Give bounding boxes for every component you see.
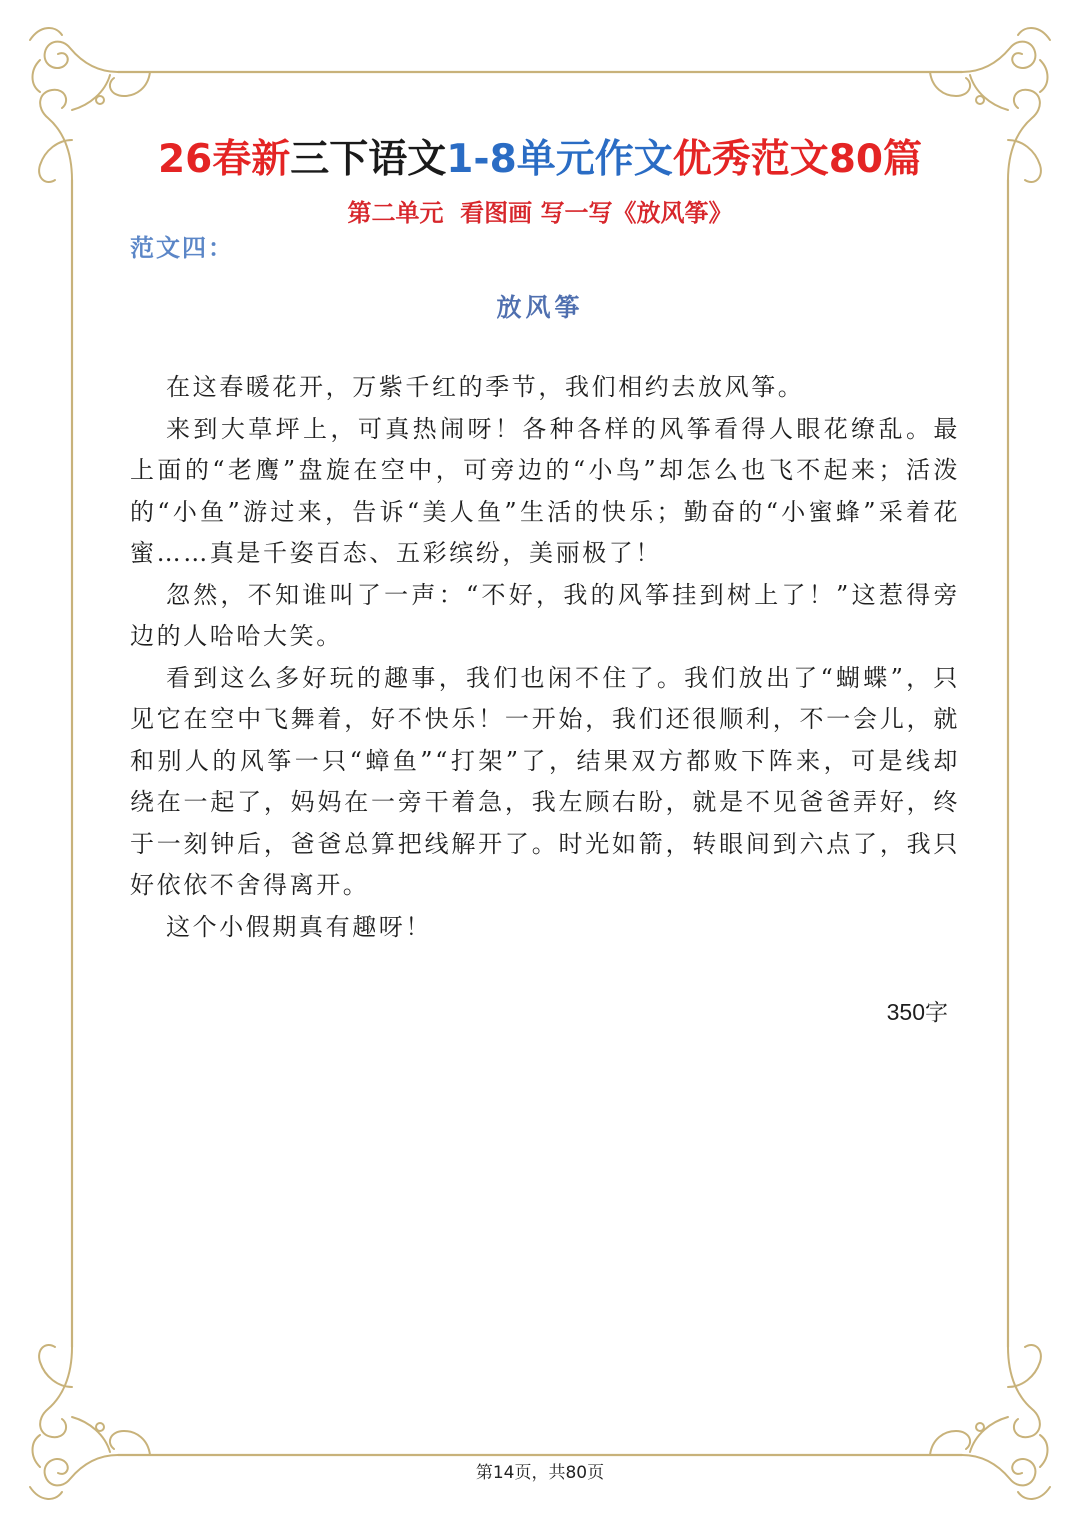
essay-paragraph: 这个小假期真有趣呀！	[166, 912, 432, 941]
essay-paragraph: 看到这么多好玩的趣事，我们也闲不住了。我们放出了“蝴蝶”，只见它在空中飞舞着，好不快乐！一开始，我们还很顺利，不一会儿，就和别人的风筝一只“蟑鱼”“打架”了，结果双方都败下阵来，可是线却绕在一起了，妈妈在一旁干着急，我左顾右盼，就是不见爸爸弄好，终于一刻钟后，爸爸总算把线解开了。时光如箭，转眼间到六点了，我只好依依不舍得离开。	[130, 663, 960, 899]
essay-paragraph: 来到大草坪上，可真热闹呀！各种各样的风筝看得人眼花缭乱。最上面的“老鹰”盘旋在空中，可旁边的“小鸟”却怎么也飞不起来；活泼的“小鱼”游过来，告诉“美人鱼”生活的快乐；勤奋的“小蜜蜂”采着花蜜……真是千姿百态、五彩缤纷，美丽极了！	[130, 414, 960, 567]
document-title	[0, 128, 1080, 184]
essay-body	[130, 367, 960, 948]
title-part-4: 优秀范文80篇	[672, 137, 923, 182]
title-part-2: 三下语文	[290, 137, 447, 182]
essay-paragraph: 在这春暖花开，万紫千红的季节，我们相约去放风筝。	[166, 373, 805, 401]
title-part-1: 26春新	[157, 137, 291, 182]
unit-subtitle: 第二单元 看图画 写一写《放风筝》	[347, 198, 733, 227]
essay-label: 范文四：	[130, 233, 234, 262]
essay-title: 放风筝	[496, 293, 584, 322]
essay-paragraph: 忽然，不知谁叫了一声：“不好，我的风筝挂到树上了！”这惹得旁边的人哈哈大笑。	[130, 580, 960, 650]
title-part-3: 1-8单元作文	[446, 137, 673, 182]
word-count: 350字	[886, 999, 948, 1025]
page-number: 第14页，共80页	[475, 1463, 605, 1483]
